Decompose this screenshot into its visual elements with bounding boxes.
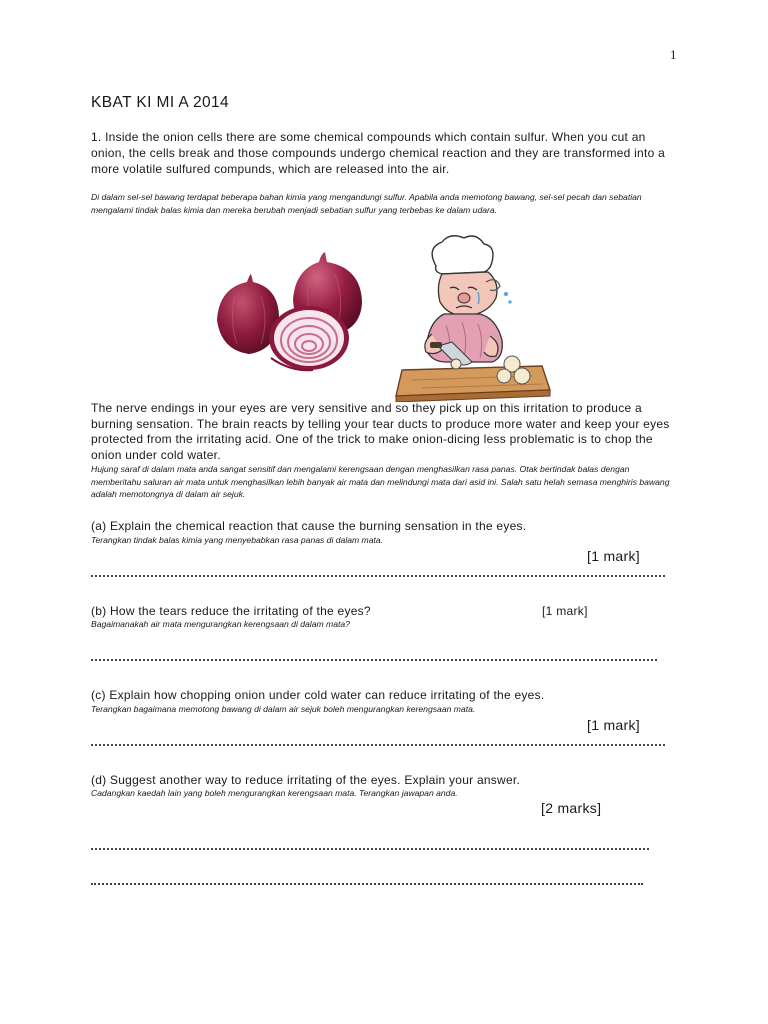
question-b-marks: [1 mark] xyxy=(542,604,588,618)
intro-malay: Di dalam sel-sel bawang terdapat beberapa bahan kimia yang mengandungi sulfur. Apabila anda memotong bawang, sel-sel pecah dan sebatian mengalami tindak balas kimia dan mereka berubah menjadi sebatian sulfur yang terbebas ke dalam udara. xyxy=(91,192,642,215)
answer-line-d-2[interactable] xyxy=(91,883,643,885)
question-c-marks: [1 mark] xyxy=(587,717,640,733)
onion-photo xyxy=(209,240,391,386)
paragraph-english: The nerve endings in your eyes are very sensitive and so they pick up on this irritation to produce a burning sensation. The brain reacts by telling your tear ducts to produce more water and keep your eyes protected from the irritating acid. One of the trick to make onion-dicing less problematic is to chop the onion under cold water. xyxy=(91,401,670,462)
intro-english: 1. Inside the onion cells there are some chemical compounds which contain sulfur. When you cut an onion, the cells break and those compounds undergo chemical reaction and they are transformed into a more volatile sulfured compunds, which are released into the air. xyxy=(91,130,665,176)
question-c-malay: Terangkan bagaimana memotong bawang di dalam air sejuk boleh mengurangkan kerengsaan mata. xyxy=(91,704,476,714)
question-d-malay: Cadangkan kaedah lain yang boleh mengurangkan kerengsaan mata. Terangkan jawapan anda. xyxy=(91,788,458,798)
question-b-malay: Bagaimanakah air mata mengurangkan kerengsaan di dalam mata? xyxy=(91,619,350,629)
chef-hat xyxy=(432,236,493,274)
paragraph-malay: Hujung saraf di dalam mata anda sangat sensitif dan mengalami kerengsaan dengan menghasilkan rasa panas. Otak bertindak balas dengan memberitahu saluran air mata untuk menghasilkan lebih banyak air mata dan melindungi mata dari asid ini. Salah satu helah semasa menghiris bawang adalah memotongnya di dalam air sejuk. xyxy=(91,464,670,499)
crying-chef-illustration xyxy=(392,230,560,402)
question-c-text: (c) Explain how chopping onion under cold water can reduce irritating of the eyes. xyxy=(91,688,545,702)
page-title: KBAT KI MI A 2014 xyxy=(91,94,230,111)
answer-line-d-1[interactable] xyxy=(91,848,649,850)
question-d-text: (d) Suggest another way to reduce irritating of the eyes. Explain your answer. xyxy=(91,773,521,787)
answer-line-b[interactable] xyxy=(91,659,657,661)
question-d-marks: [2 marks] xyxy=(541,800,602,816)
answer-line-a[interactable] xyxy=(91,575,665,577)
question-a-marks: [1 mark] xyxy=(587,548,640,564)
chef-head xyxy=(438,272,511,316)
onion-halved xyxy=(269,306,349,370)
answer-line-c[interactable] xyxy=(91,744,665,746)
question-a-text: (a) Explain the chemical reaction that cause the burning sensation in the eyes. xyxy=(91,519,527,533)
page-number: 1 xyxy=(670,47,677,62)
question-a-malay: Terangkan tindak balas kimia yang menyebabkan rasa panas di dalam mata. xyxy=(91,535,384,545)
question-b-text: (b) How the tears reduce the irritating of the eyes? xyxy=(91,604,371,618)
